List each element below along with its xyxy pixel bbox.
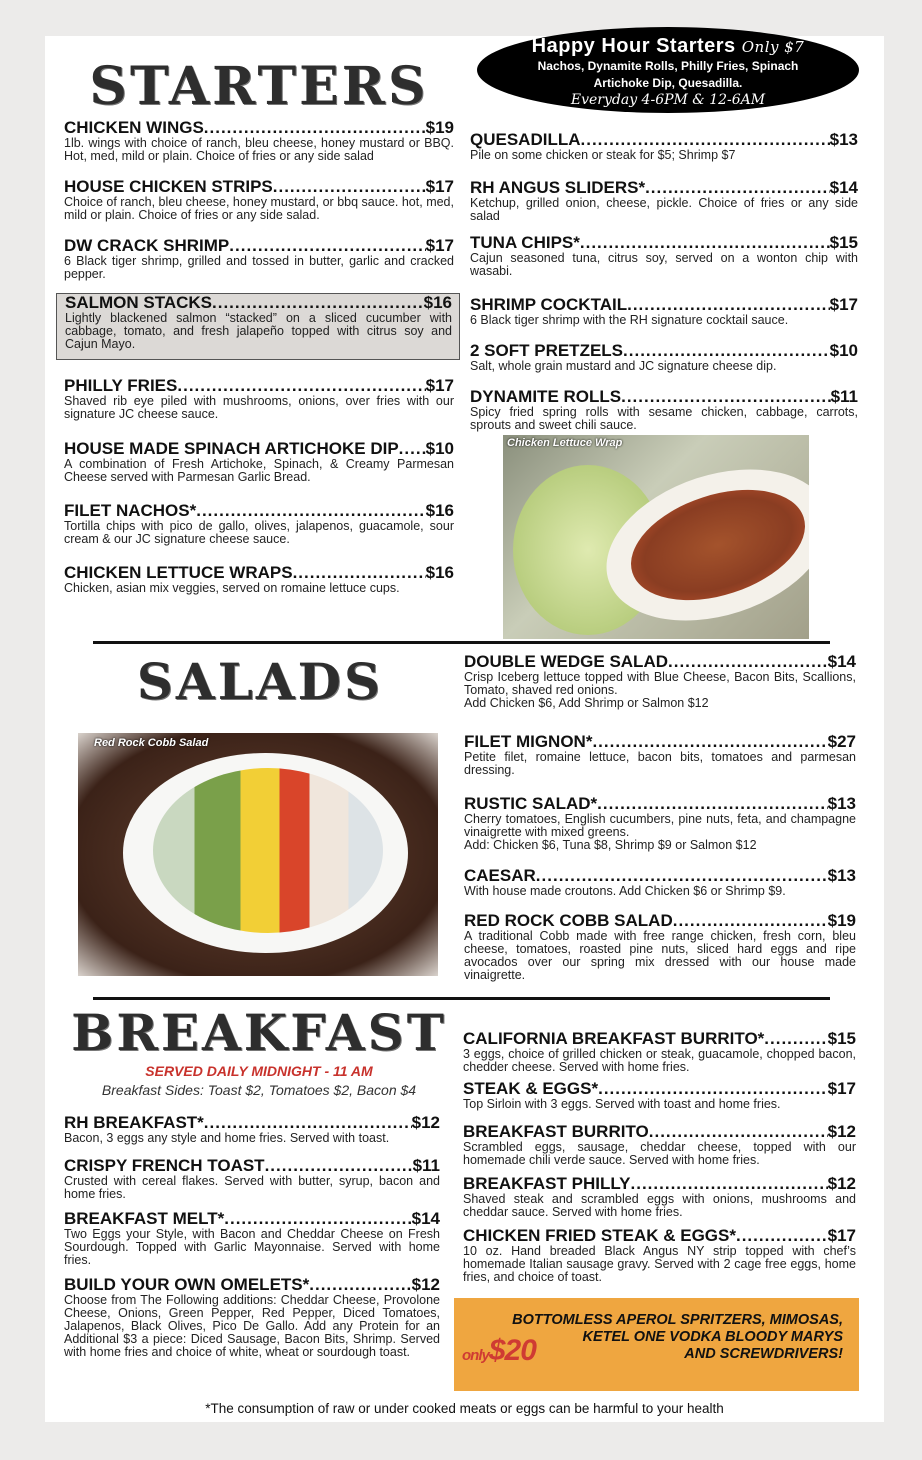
item-name: BUILD YOUR OWN OMELETS* [64,1276,310,1294]
leader-dots [597,795,827,813]
happy-hour-title: Happy Hour Starters [531,35,736,57]
item-price: $13 [827,867,856,885]
item-addon: Add Chicken $6, Add Shrimp or Salmon $12 [464,696,709,710]
item-price: $16 [425,564,454,582]
item-price: $12 [827,1123,856,1141]
item-description: Spicy fried spring rolls with sesame chicken, cabbage, carrots, sprouts and sweet chili sauce. [470,405,858,432]
leader-dots [623,342,830,360]
item-name: CHICKEN LETTUCE WRAPS [64,564,293,582]
item-price: $11 [830,388,858,406]
section-divider [93,641,830,644]
leader-dots [212,294,424,312]
item-description: A traditional Cobb made with free range chicken, fresh corn, bleu cheese, tomatoes, roasted pine nuts, sliced hard eggs and ripe avocados over our spring mix dressed with our house made vinaigrette. [464,929,856,982]
item-price: $14 [411,1210,440,1228]
menu-item [64,502,454,546]
promo-line: BOTTOMLESS APEROL SPRITZERS, MIMOSAS, [512,1312,843,1328]
breakfast-hours: SERVED DAILY MIDNIGHT - 11 AM [145,1063,373,1079]
item-name: RH BREAKFAST* [64,1114,204,1132]
menu-item [64,178,454,222]
item-name: CHICKEN WINGS [64,119,204,137]
item-description: With house made croutons. Add Chicken $6 or Shrimp $9. [464,884,786,898]
item-name: SHRIMP COCKTAIL [470,296,628,314]
happy-hour-price: Only $7 [741,38,805,56]
item-description: Ketchup, grilled onion, cheese, pickle. Choice of fries or any side salad [470,196,858,223]
cobb-salad-photo [78,733,438,976]
item-price: $16 [423,294,452,312]
item-price: $12 [411,1276,440,1294]
leader-dots [265,1157,413,1175]
item-description: Petite filet, romaine lettuce, bacon bits, tomatoes and parmesan dressing. [464,750,856,777]
item-price: $10 [829,342,858,360]
leader-dots [645,179,830,197]
item-name: SALMON STACKS [65,294,213,312]
item-description: 10 oz. Hand breaded Black Angus NY strip topped with chef’s homemade Italian sausage gravy. Served with 2 cage free eggs, home fries, and choice of toast. [463,1244,856,1284]
menu-item [64,1157,440,1201]
item-price: $17 [827,1080,856,1098]
happy-hour-hours: Everyday 4-6PM & 12-6AM [570,92,766,108]
leader-dots [592,733,827,751]
leader-dots [229,237,425,255]
menu-item [464,733,856,777]
item-price: $10 [425,440,454,458]
leader-dots [204,119,426,137]
menu-item [464,867,856,898]
item-name: HOUSE CHICKEN STRIPS [64,178,273,196]
item-name: STEAK & EGGS* [463,1080,599,1098]
item-description: 3 eggs, choice of grilled chicken or steak, guacamole, chopped bacon, chedder cheese. Served with home fries. [463,1047,856,1074]
breakfast-sides: Breakfast Sides: Toast $2, Tomatoes $2, Bacon $4 [101,1082,417,1098]
leader-dots [581,131,830,149]
leader-dots [177,377,425,395]
menu-item [64,1276,440,1359]
item-price: $13 [829,131,858,149]
leader-dots [736,1227,828,1245]
menu-item [463,1123,856,1167]
menu-item [470,296,858,327]
item-price: $12 [411,1114,440,1132]
item-name: CAESAR [464,867,536,885]
item-description: A combination of Fresh Artichoke, Spinach, & Creamy Parmesan Cheese served with Parmesan Garlic Bread. [64,457,454,484]
leader-dots [580,234,830,252]
item-description: Crisp Iceberg lettuce topped with Blue Cheese, Bacon Bits, Scallions, Tomato, shaved red onions. [464,670,856,697]
menu-item [470,342,858,373]
item-name: BREAKFAST BURRITO [463,1123,649,1141]
menu-item [64,564,454,595]
item-name: RUSTIC SALAD* [464,795,598,813]
item-price: $12 [827,1175,856,1193]
item-name: QUESADILLA [470,131,581,149]
item-price: $19 [827,912,856,930]
starters-title: STARTERS [89,56,429,117]
item-name: BREAKFAST MELT* [64,1210,225,1228]
item-description: Salt, whole grain mustard and JC signature cheese dip. [470,359,777,373]
breakfast-title: BREAKFAST [71,1003,447,1062]
promo-line: AND SCREWDRIVERS! [684,1346,843,1362]
item-price: $17 [425,178,454,196]
item-price: $19 [425,119,454,137]
menu-item [463,1030,856,1074]
happy-hour-banner [477,27,859,113]
item-description: Lightly blackened salmon “stacked” on a sliced cucumber with cabbage, tomato, and fresh jalapeño topped with citrus soy and Cajun Mayo. [65,311,452,351]
item-description: Two Eggs your Style, with Bacon and Cheddar Cheese on Fresh Sourdough. Topped with Garlic Mayonnaise. Served with home fries. [64,1227,440,1267]
menu-item [463,1080,856,1111]
leader-dots [621,388,830,406]
item-name: FILET MIGNON* [464,733,593,751]
item-name: RED ROCK COBB SALAD [464,912,673,930]
leader-dots [631,1175,828,1193]
item-addon: Add: Chicken $6, Tuna $8, Shrimp $9 or Salmon $12 [464,838,757,852]
item-description: Top Sirloin with 3 eggs. Served with toast and home fries. [463,1097,781,1111]
item-price: $15 [827,1030,856,1048]
leader-dots [273,178,426,196]
leader-dots [224,1210,411,1228]
item-description: Crusted with cereal flakes. Served with butter, syrup, bacon and home fries. [64,1174,440,1201]
item-name: FILET NACHOS* [64,502,197,520]
item-description: Chicken, asian mix veggies, served on romaine lettuce cups. [64,581,400,595]
section-divider [93,997,830,1000]
item-price: $17 [827,1227,856,1245]
leader-dots [764,1030,827,1048]
salads-title: SALADS [136,652,384,711]
leader-dots [309,1276,411,1294]
item-name: CRISPY FRENCH TOAST [64,1157,265,1175]
drink-promo [454,1298,859,1391]
leader-dots [673,912,828,930]
item-description: Shaved rib eye piled with mushrooms, onions, over fries with our signature JC cheese sauce. [64,394,454,421]
menu-item [64,1114,440,1145]
item-description: Choice of ranch, bleu cheese, honey mustard, or bbq sauce. hot, med, mild or plain. Choice of fries or any side salad. [64,195,454,222]
leader-dots [293,564,426,582]
item-description: Cajun seasoned tuna, citrus soy, served on a wonton chip with wasabi. [470,251,858,278]
item-description: Cherry tomatoes, English cucumbers, pine nuts, feta, and champagne vinaigrette with mixed greens. [464,812,856,839]
item-name: PHILLY FRIES [64,377,178,395]
menu-item [56,293,460,360]
item-name: HOUSE MADE SPINACH ARTICHOKE DIP [64,440,399,458]
leader-dots [649,1123,828,1141]
menu-item [64,237,454,281]
item-price: $17 [425,237,454,255]
menu-item [470,131,858,162]
item-price: $13 [827,795,856,813]
item-name: TUNA CHIPS* [470,234,580,252]
item-description: 6 Black tiger shrimp with the RH signature cocktail sauce. [470,313,789,327]
item-price: $11 [412,1157,440,1175]
item-price: $17 [425,377,454,395]
leader-dots [536,867,828,885]
item-description: Scrambled eggs, sausage, cheddar cheese, topped with our homemade chili verde sauce. Served with home fries. [463,1140,856,1167]
promo-price: only$20 [462,1334,536,1367]
item-name: CHICKEN FRIED STEAK & EGGS* [463,1227,736,1245]
item-price: $17 [829,296,858,314]
menu-item [64,1210,440,1267]
happy-hour-line: Artichoke Dip, Quesadilla. [593,76,743,90]
leader-dots [399,440,426,458]
footer-disclaimer: *The consumption of raw or under cooked meats or eggs can be harmful to your health [205,1401,724,1416]
item-name: CALIFORNIA BREAKFAST BURRITO* [463,1030,765,1048]
item-description: Shaved steak and scrambled eggs with onions, mushrooms and cheddar sauce. Served with home fries. [463,1192,856,1219]
item-description: 1lb. wings with choice of ranch, bleu cheese, honey mustard or BBQ. Hot, med, mild or plain. Choice of fries or any side salad [64,136,454,163]
item-price: $14 [827,653,856,671]
leader-dots [196,502,425,520]
leader-dots [627,296,830,314]
item-description: 6 Black tiger shrimp, grilled and tossed in butter, garlic and cracked pepper. [64,254,454,281]
item-description: Choose from The Following additions: Cheddar Cheese, Provolone Cheese, Onions, Green Pepper, Red Pepper, Diced Tomatoes, Jalapenos, Black Olives, Pico De Gallo. Add any Protein for an Additional $3 a piece: Diced Sausage, Bacon Bits, Shrimp. Served with home fries and choice of white, wheat or sourdough toast. [64,1293,440,1359]
menu-item [64,440,454,484]
menu-item [64,377,454,421]
menu-item [470,388,858,432]
item-price: $16 [425,502,454,520]
menu-item [463,1227,856,1284]
item-name: BREAKFAST PHILLY [463,1175,631,1193]
happy-hour-line: Nachos, Dynamite Rolls, Philly Fries, Spinach [537,59,799,73]
menu-item [464,653,856,710]
item-price: $14 [829,179,858,197]
menu-item [470,179,858,223]
photo-caption: Red Rock Cobb Salad [94,737,209,749]
menu-item [464,912,856,982]
menu-item [464,795,856,852]
menu-item [463,1175,856,1219]
item-description: Tortilla chips with pico de gallo, olives, jalapenos, guacamole, sour cream & our JC signature cheese sauce. [64,519,454,546]
item-name: 2 SOFT PRETZELS [470,342,624,360]
item-name: DYNAMITE ROLLS [470,388,622,406]
promo-line: KETEL ONE VODKA BLOODY MARYS [582,1329,843,1345]
menu-item [470,234,858,278]
item-name: DOUBLE WEDGE SALAD [464,653,668,671]
item-name: DW CRACK SHRIMP [64,237,230,255]
item-name: RH ANGUS SLIDERS* [470,179,646,197]
menu-item [64,119,454,163]
leader-dots [668,653,828,671]
item-description: Pile on some chicken or steak for $5; Shrimp $7 [470,148,736,162]
item-description: Bacon, 3 eggs any style and home fries. Served with toast. [64,1131,390,1145]
item-price: $15 [829,234,858,252]
chicken-lettuce-wrap-photo [503,435,809,639]
photo-caption: Chicken Lettuce Wrap [507,437,623,449]
leader-dots [598,1080,828,1098]
item-price: $27 [827,733,856,751]
leader-dots [204,1114,412,1132]
